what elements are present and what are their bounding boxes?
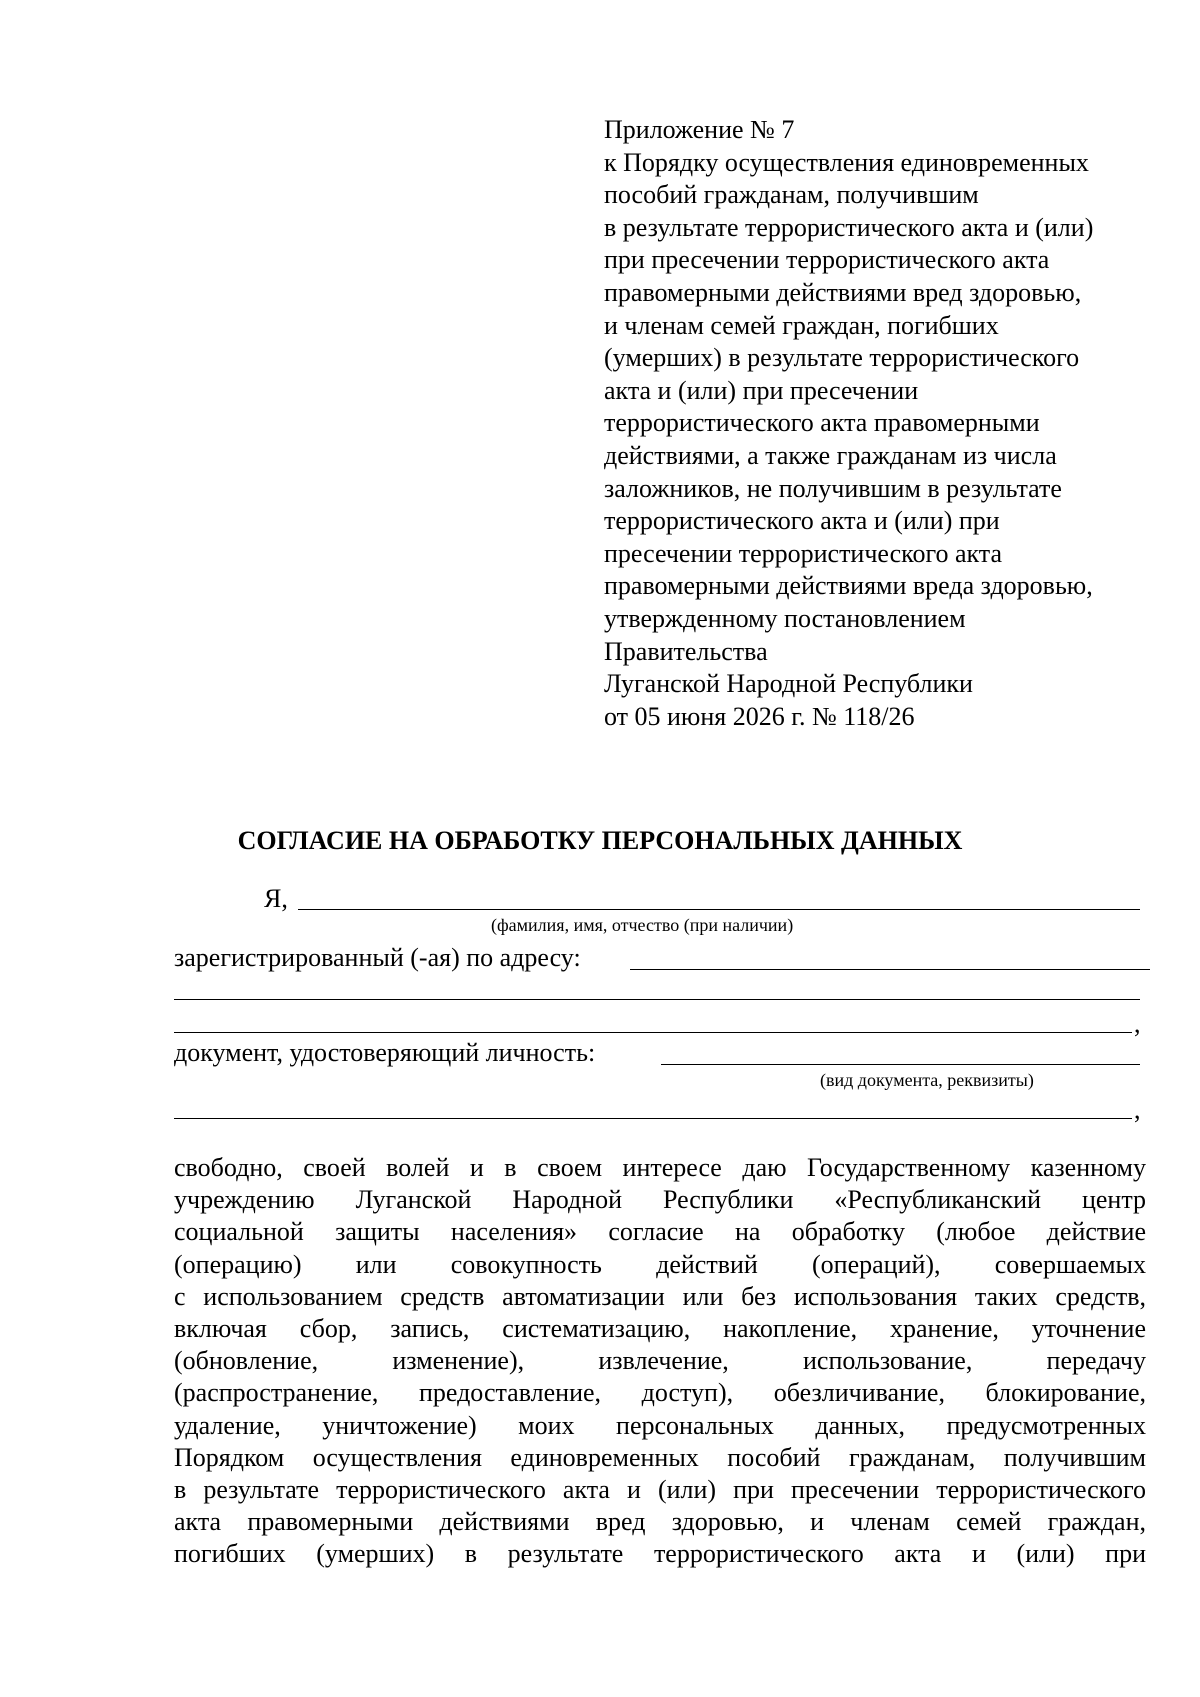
appendix-block (604, 114, 1164, 733)
document-comma: , (1134, 1095, 1141, 1124)
appendix-line: Приложение № 7 (604, 115, 795, 144)
fio-field-line[interactable] (298, 909, 1140, 910)
document-field-line-2[interactable] (174, 1118, 1132, 1119)
i-label: Я, (264, 884, 288, 913)
appendix-line: Луганской Народной Республики (604, 669, 973, 699)
consent-body (174, 1152, 1146, 1570)
fio-caption: (фамилия, имя, отчество (при наличии) (491, 915, 794, 935)
appendix-line: при пресечении террористического акта (604, 245, 1050, 275)
address-field-line-2[interactable] (174, 999, 1140, 1000)
appendix-line: (умерших) в результате террористического (604, 343, 1080, 373)
document-caption: (вид документа, реквизиты) (820, 1070, 1034, 1090)
body-line: с использованием средств автоматизации или без использования таких средств, (174, 1281, 1146, 1311)
appendix-line: и членам семей граждан, погибших (604, 310, 999, 340)
body-line: Порядком осуществления единовременных пособий гражданам, получившим (174, 1442, 1146, 1472)
appendix-line: акта и (или) при пресечении (604, 375, 919, 405)
address-field-line-3[interactable] (174, 1032, 1132, 1033)
appendix-line: к Порядку осуществления единовременных (604, 147, 1089, 177)
body-line: погибших (умерших) в результате террористического акта и (или) при (174, 1539, 1146, 1569)
address-field-line-1[interactable] (630, 969, 1150, 970)
appendix-line: утвержденному постановлением (604, 603, 966, 633)
body-line: (операцию) или совокупность действий (операций), совершаемых (174, 1249, 1146, 1279)
body-line: в результате террористического акта и (или) при пресечении террористического (174, 1474, 1146, 1504)
appendix-line: в результате террористического акта и (или) (604, 212, 1094, 242)
document-title: СОГЛАСИЕ НА ОБРАБОТКУ ПЕРСОНАЛЬНЫХ ДАННЫХ (237, 826, 963, 855)
body-line: социальной защиты населения» согласие на обработку (любое действие (174, 1217, 1146, 1247)
body-line: (распространение, предоставление, доступ), обезличивание, блокирование, (174, 1378, 1146, 1408)
body-line: свободно, своей волей и в своем интересе даю Государственному казенному (174, 1153, 1146, 1182)
body-line: акта правомерными действиями вред здоровью, и членам семей граждан, (174, 1507, 1146, 1537)
appendix-line: заложников, не получившим в результате (604, 473, 1062, 503)
body-line: удаление, уничтожение) моих персональных данных, предусмотренных (174, 1410, 1146, 1440)
document-field-line-1[interactable] (661, 1064, 1140, 1065)
appendix-line: от 05 июня 2026 г. № 118/26 (604, 701, 915, 731)
address-comma: , (1134, 1009, 1141, 1038)
appendix-line: террористического акта и (или) при (604, 506, 1000, 536)
address-label: зарегистрированный (-ая) по адресу: (174, 943, 581, 972)
appendix-line: пособий гражданам, получившим (604, 180, 979, 210)
appendix-line: террористического акта правомерными (604, 408, 1040, 438)
appendix-line: действиями, а также гражданам из числа (604, 440, 1057, 470)
appendix-line: правомерными действиями вреда здоровью, (604, 571, 1093, 601)
body-line: включая сбор, запись, систематизацию, накопление, хранение, уточнение (174, 1313, 1146, 1343)
body-line: (обновление, изменение), извлечение, использование, передачу (174, 1346, 1146, 1376)
document-label: документ, удостоверяющий личность: (174, 1038, 596, 1067)
body-line: учреждению Луганской Народной Республики «Республиканский центр (174, 1185, 1146, 1215)
appendix-line: пресечении террористического акта (604, 538, 1003, 568)
appendix-line: Правительства (604, 636, 768, 666)
appendix-line: правомерными действиями вред здоровью, (604, 277, 1082, 307)
